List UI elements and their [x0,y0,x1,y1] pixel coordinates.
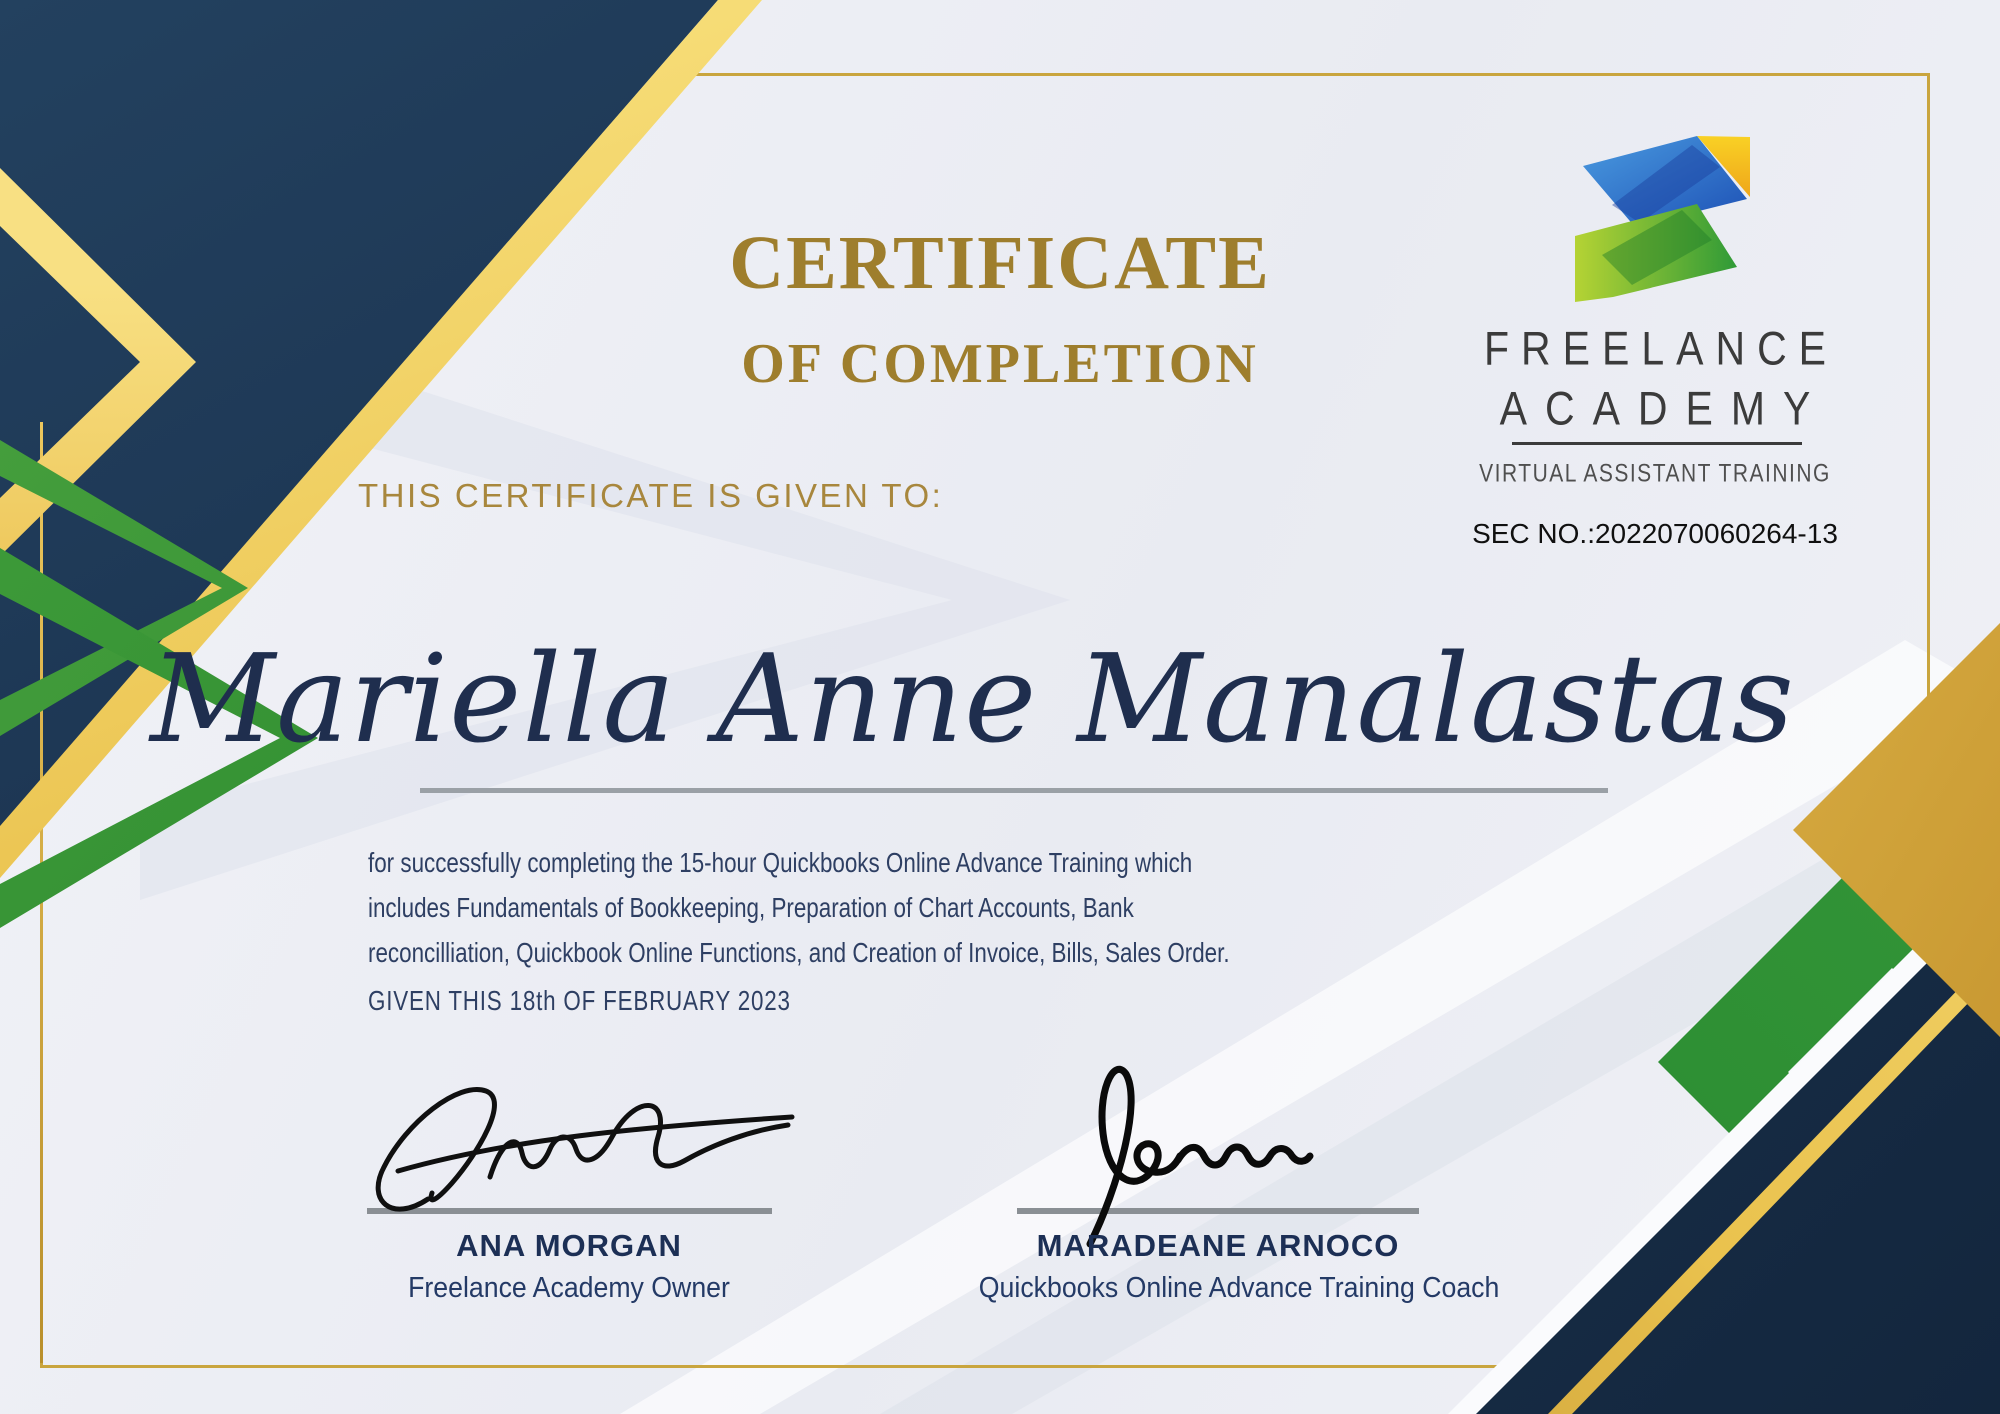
signatory-name-left: ANA MORGAN [456,1228,682,1263]
signature-ana-morgan [340,1075,810,1225]
recipient-name-underline [420,788,1608,793]
signatory-title-right: Quickbooks Online Advance Training Coach [978,1272,1500,1304]
logo-divider-line [1512,442,1802,445]
signature-maradeane-arnoco [1030,1058,1340,1248]
sec-number: SEC NO.:2022070060264-13 [1472,518,1838,549]
given-to-label: THIS CERTIFICATE IS GIVEN TO: [358,477,944,514]
logo-tagline: VIRTUAL ASSISTANT TRAINING [1479,460,1831,488]
logo-wordmark-line2: ACADEMY [1499,382,1829,435]
body-line: includes Fundamentals of Bookkeeping, Preparation of Chart Accounts, Bank [368,892,1134,923]
signatory-name-right: MARADEANE ARNOCO [1036,1228,1400,1263]
certificate-subtitle: OF COMPLETION [741,333,1259,395]
date-line: GIVEN THIS 18th OF FEBRUARY 2023 [368,985,791,1016]
body-line: for successfully completing the 15-hour Quickbooks Online Advance Training which [368,847,1193,878]
freelance-academy-logo-icon [1552,105,1767,305]
signatory-title-left: Freelance Academy Owner [408,1272,730,1304]
body-paragraph [368,840,1445,975]
certificate-title: CERTIFICATE [729,221,1271,305]
recipient-name: Mariella Anne Manalastas [150,628,1795,770]
logo-wordmark-line1: FREELANCE [1483,322,1839,375]
body-line: reconcilliation, Quickbook Online Functions, and Creation of Invoice, Bills, Sales Order. [368,937,1230,968]
